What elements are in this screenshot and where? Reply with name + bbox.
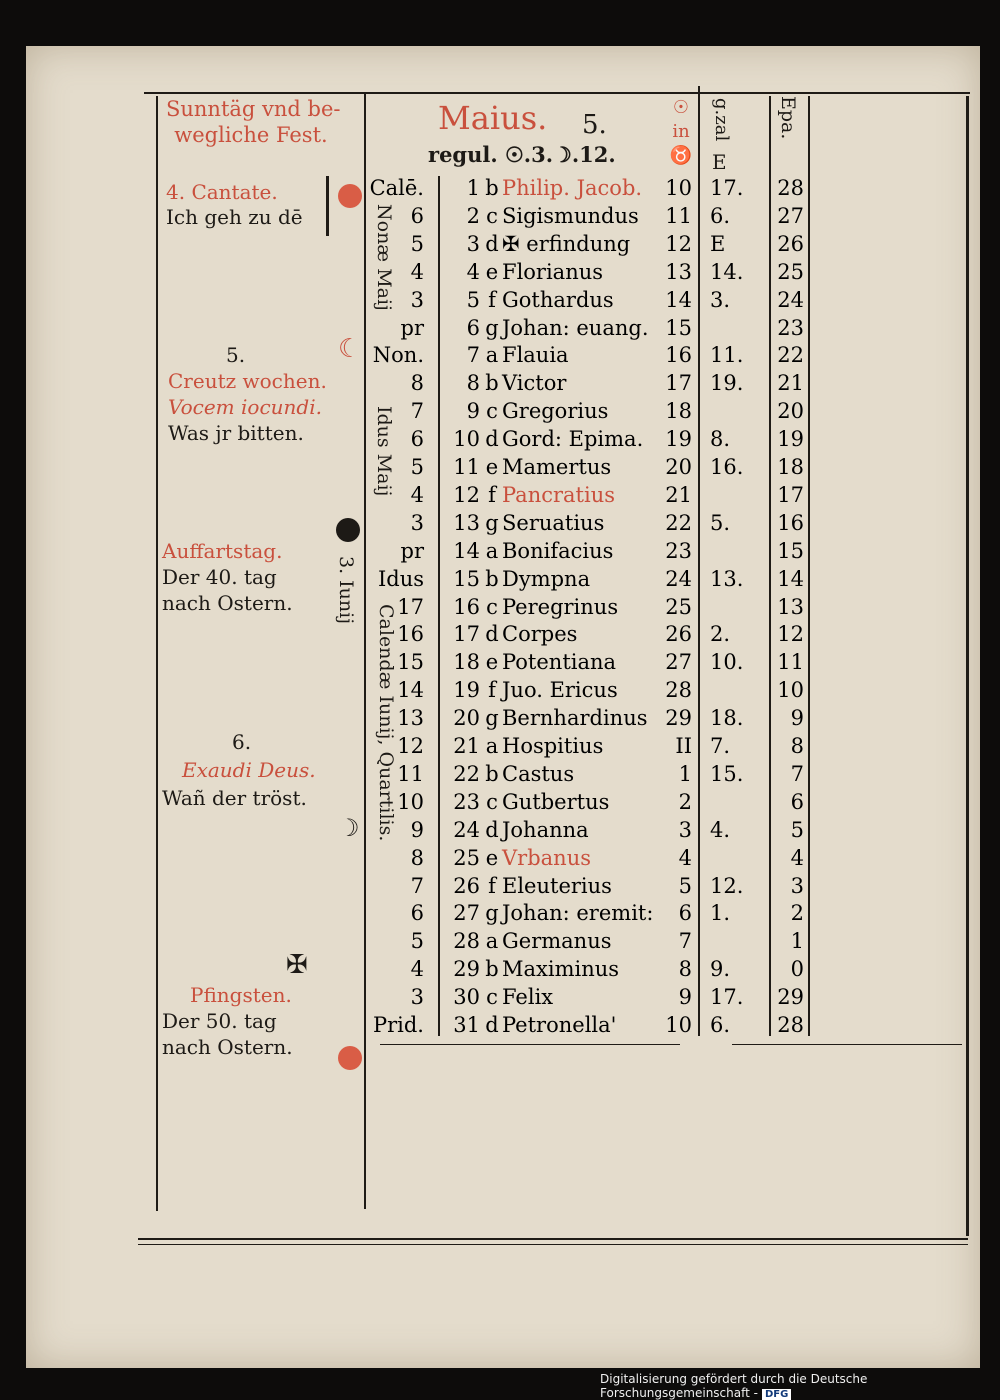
day-row	[26, 872, 980, 900]
day-row	[26, 704, 980, 732]
dominical-letter: e	[485, 845, 499, 870]
day-roman-date: 17	[397, 594, 424, 619]
epacta-heading: Epa.	[777, 96, 799, 140]
day-roman-date: 14	[397, 678, 424, 703]
day-number: 11	[453, 455, 480, 479]
day-row	[26, 927, 980, 955]
saint-name: Eleuterius	[502, 873, 612, 898]
dominical-letter: d	[485, 231, 499, 256]
epacta-value: 25	[777, 259, 804, 284]
day-roman-date: 7	[410, 873, 424, 898]
golden-number: 9.	[710, 957, 731, 982]
sun-degree: 15	[665, 315, 692, 340]
day-row	[26, 955, 980, 983]
golden-number: 14.	[710, 259, 744, 284]
saint-name: Gothardus	[502, 287, 614, 312]
day-row	[26, 788, 980, 816]
day-number: 8	[466, 371, 480, 396]
day-roman-date: 6	[410, 203, 424, 228]
note-auffart-line-1: Auffartstag.	[162, 539, 283, 563]
feasts-heading	[166, 96, 341, 148]
saint-name: Johanna	[502, 817, 589, 842]
day-number: 13	[453, 510, 480, 535]
day-number: 17	[453, 622, 480, 647]
note-cantate-line-2: Ich geh zu dē	[166, 205, 303, 229]
saint-name: Seruatius	[502, 510, 605, 535]
sun-degree: 10	[665, 1013, 692, 1037]
day-row	[26, 816, 980, 844]
epacta-value: 2	[790, 901, 804, 926]
sun-degree: 6	[678, 901, 692, 926]
day-number: 26	[453, 873, 480, 898]
day-number: 31	[453, 1013, 480, 1037]
epacta-value: 10	[777, 678, 804, 703]
day-number: 6	[466, 315, 480, 340]
sun-degree: 26	[665, 622, 692, 647]
golden-number: 17.	[710, 985, 744, 1010]
day-roman-date: Calē.	[369, 176, 424, 200]
new-moon-marker-bottom	[338, 1046, 362, 1070]
epacta-value: 17	[777, 482, 804, 507]
day-roman-date: pr	[400, 315, 424, 340]
dominical-letter: a	[485, 538, 499, 563]
dominical-letter: d	[485, 427, 499, 452]
epacta-value: 13	[777, 594, 804, 619]
dominical-letter: f	[488, 482, 496, 507]
saint-name: ✠ erfindung	[502, 231, 631, 256]
epacta-value: 5	[790, 817, 804, 842]
day-number: 2	[466, 203, 480, 228]
sun-degree: 19	[665, 427, 692, 452]
day-roman-date: 3	[410, 510, 424, 535]
saint-name: Sigismundus	[502, 203, 639, 228]
day-number: 4	[466, 259, 480, 284]
dominical-letter: g	[485, 706, 499, 731]
epacta-value: 8	[790, 734, 804, 758]
day-number: 29	[453, 957, 480, 982]
sun-degree: 28	[665, 678, 692, 703]
saint-name: Gutbertus	[502, 789, 610, 814]
note-creutz-line-4: Was jr bitten.	[168, 421, 304, 445]
sun-degree: 14	[665, 287, 692, 312]
golden-number: 1.	[710, 901, 731, 926]
day-roman-date: 3	[410, 985, 424, 1010]
epacta-value: 3	[790, 873, 804, 898]
epacta-value: 0	[790, 957, 804, 982]
day-roman-date: 6	[410, 901, 424, 926]
dominical-letter: f	[488, 287, 496, 312]
day-roman-date: 10	[397, 789, 424, 814]
epacta-value: 26	[777, 231, 804, 256]
last-quarter-moon-icon: ☽	[338, 814, 360, 842]
dominical-letter: b	[485, 371, 499, 396]
day-number: 14	[453, 538, 480, 563]
note-auffart-line-3: nach Ostern.	[162, 591, 293, 615]
saint-name: Florianus	[502, 259, 604, 284]
day-number: 12	[453, 482, 480, 507]
day-row	[26, 286, 980, 314]
epacta-value: 9	[790, 706, 804, 731]
dominical-letter: e	[485, 650, 499, 675]
epacta-value: 15	[777, 538, 804, 563]
golden-number: 2.	[710, 622, 731, 647]
calendar-page	[26, 46, 980, 1368]
day-number: 27	[453, 901, 480, 926]
saint-name: Victor	[502, 371, 567, 396]
dominical-letter: d	[485, 622, 499, 647]
day-number: 10	[453, 427, 480, 452]
dominical-letter: c	[486, 985, 498, 1010]
sun-degree: 25	[665, 594, 692, 619]
epacta-value: 19	[777, 427, 804, 452]
dominical-letter: a	[485, 343, 499, 368]
day-roman-date: 4	[410, 482, 424, 507]
day-roman-date: pr	[400, 538, 424, 563]
note-exaudi-line-1: 6.	[232, 730, 252, 754]
note-exaudi-line-2: Exaudi Deus.	[182, 758, 316, 782]
golden-number: 17.	[710, 176, 744, 200]
day-number: 9	[466, 399, 480, 424]
sun-degree: 12	[665, 231, 692, 256]
day-row	[26, 369, 980, 397]
day-roman-date: Prid.	[372, 1013, 424, 1037]
saint-name: Germanus	[502, 929, 612, 954]
dominical-letter: d	[485, 817, 499, 842]
day-number: 19	[453, 678, 480, 703]
epacta-value: 24	[777, 287, 804, 312]
dominical-letter: b	[485, 176, 499, 200]
saint-name: Philip. Jacob.	[502, 176, 643, 200]
golden-number: E	[710, 231, 726, 256]
feasts-heading-line-2: wegliche Fest.	[174, 123, 328, 147]
day-roman-date: 8	[410, 371, 424, 396]
day-row	[26, 341, 980, 369]
golden-number: 11.	[710, 343, 744, 368]
saint-name: Peregrinus	[502, 594, 619, 619]
golden-number: 6.	[710, 1013, 731, 1037]
saint-name: Gregorius	[502, 399, 609, 424]
day-row	[26, 509, 980, 537]
footer	[600, 1372, 1000, 1400]
cross-symbol: ✠	[286, 950, 308, 980]
day-roman-date: Non.	[372, 343, 424, 368]
sun-degree: 18	[665, 399, 692, 424]
month-title: Maius.	[438, 99, 548, 137]
dominical-letter: c	[486, 399, 498, 424]
golden-number: 6.	[710, 203, 731, 228]
footer-text: Digitalisierung gefördert durch die Deutsche Forschungsgemeinschaft -	[600, 1372, 868, 1400]
day-row	[26, 202, 980, 230]
day-roman-date: 16	[397, 622, 424, 647]
golden-number: 4.	[710, 817, 731, 842]
day-number: 5	[466, 287, 480, 312]
saint-name: Johan: eremit:	[502, 901, 654, 926]
day-number: 30	[453, 985, 480, 1010]
epacta-value: 28	[777, 1013, 804, 1037]
dominical-letter: b	[485, 957, 499, 982]
bottom-rule	[138, 1238, 968, 1240]
day-roman-date: 9	[410, 817, 424, 842]
day-roman-date: 3	[410, 287, 424, 312]
note-creutz-line-3: Vocem iocundi.	[168, 395, 322, 419]
golden-E-mark: E	[712, 150, 727, 174]
day-row	[26, 983, 980, 1011]
day-row	[26, 620, 980, 648]
dominical-letter: f	[488, 678, 496, 703]
sun-degree: 8	[678, 957, 692, 982]
moon-date-label: 3. Iunij	[335, 556, 357, 625]
golden-number: 19.	[710, 371, 744, 396]
dominical-letter: b	[485, 566, 499, 591]
sun-degree: II	[675, 734, 692, 758]
epacta-value: 29	[777, 985, 804, 1010]
sun-degree: 20	[665, 455, 692, 479]
sun-degree: 29	[665, 706, 692, 731]
table-end-rule	[380, 1044, 680, 1045]
note-pfingsten-line-2: Der 50. tag	[162, 1009, 277, 1033]
day-roman-date: 4	[410, 957, 424, 982]
note-creutz-line-2: Creutz wochen.	[168, 369, 327, 393]
day-row	[26, 844, 980, 872]
sun-column-heading: ☉ in ♉	[669, 97, 693, 166]
saint-name: Corpes	[502, 622, 578, 647]
day-number: 16	[453, 594, 480, 619]
day-roman-date: 5	[410, 929, 424, 954]
saint-name: Castus	[502, 761, 575, 786]
month-number: 5.	[582, 110, 607, 140]
table-end-rule-right	[732, 1044, 962, 1045]
day-row	[26, 899, 980, 927]
golden-number: 15.	[710, 761, 744, 786]
day-row	[26, 481, 980, 509]
day-number: 24	[453, 817, 480, 842]
day-roman-date: 11	[397, 761, 424, 786]
golden-number: 5.	[710, 510, 731, 535]
day-number: 20	[453, 706, 480, 731]
dominical-letter: g	[485, 315, 499, 340]
day-row	[26, 760, 980, 788]
epacta-value: 4	[790, 845, 804, 870]
nonae-label: Nonæ Maij	[373, 204, 395, 311]
golden-number: 3.	[710, 287, 731, 312]
idus-label: Idus Maij	[373, 406, 395, 497]
day-row	[26, 593, 980, 621]
dominical-letter: d	[485, 1013, 499, 1037]
note-exaudi-line-3: Wañ der tröst.	[162, 786, 307, 810]
day-roman-date: 4	[410, 259, 424, 284]
saint-name: Johan: euang.	[502, 315, 649, 340]
saint-name: Pancratius	[502, 482, 616, 507]
sun-degree: 27	[665, 650, 692, 675]
saint-name: Juo. Ericus	[502, 678, 618, 703]
dominical-letter: c	[486, 203, 498, 228]
sun-degree: 1	[678, 761, 692, 786]
saint-name: Flauia	[502, 343, 569, 368]
day-number: 3	[466, 231, 480, 256]
sun-degree: 5	[678, 873, 692, 898]
epacta-value: 22	[777, 343, 804, 368]
sun-degree: 4	[678, 845, 692, 870]
dominical-letter: a	[485, 929, 499, 954]
golden-number: 10.	[710, 650, 744, 675]
day-roman-date: 13	[397, 706, 424, 731]
sun-degree: 9	[678, 985, 692, 1010]
golden-number: 8.	[710, 427, 731, 452]
saint-name: Petronella'	[502, 1013, 617, 1037]
day-row	[26, 453, 980, 481]
day-row	[26, 676, 980, 704]
dfg-logo: DFG	[762, 1389, 791, 1400]
day-roman-date: 5	[410, 231, 424, 256]
note-cantate-line-1: 4. Cantate.	[166, 180, 278, 204]
day-roman-date: 15	[397, 650, 424, 675]
sun-degree: 7	[678, 929, 692, 954]
epacta-value: 18	[777, 455, 804, 479]
epacta-value: 28	[777, 176, 804, 200]
epacta-value: 23	[777, 315, 804, 340]
day-row	[26, 425, 980, 453]
dominical-letter: e	[485, 455, 499, 479]
epacta-value: 14	[777, 566, 804, 591]
day-roman-date: 5	[410, 455, 424, 479]
epacta-value: 1	[790, 929, 804, 954]
day-row	[26, 230, 980, 258]
day-number: 25	[453, 845, 480, 870]
dominical-letter: e	[485, 259, 499, 284]
dominical-letter: c	[486, 594, 498, 619]
day-number: 22	[453, 761, 480, 786]
day-row	[26, 565, 980, 593]
sun-degree: 11	[665, 203, 692, 228]
note-creutz-line-1: 5.	[226, 343, 246, 367]
day-roman-date: 7	[410, 399, 424, 424]
golden-number: 13.	[710, 566, 744, 591]
saint-name: Vrbanus	[502, 845, 591, 870]
dominical-letter: a	[485, 734, 499, 758]
epacta-value: 27	[777, 203, 804, 228]
golden-number: 7.	[710, 734, 731, 758]
saint-name: Dympna	[502, 566, 591, 591]
sun-degree: 13	[665, 259, 692, 284]
dominical-letter: g	[485, 510, 499, 535]
saint-name: Bernhardinus	[502, 706, 648, 731]
dominical-letter: f	[488, 873, 496, 898]
sun-degree: 21	[665, 482, 692, 507]
golden-number-heading: g.zal	[711, 98, 732, 142]
epacta-value: 6	[790, 789, 804, 814]
day-number: 18	[453, 650, 480, 675]
calendae-label: Calendæ Iunij, Quartilis.	[375, 604, 397, 842]
day-row	[26, 397, 980, 425]
dominical-letter: g	[485, 901, 499, 926]
day-roman-date: 8	[410, 845, 424, 870]
epacta-value: 11	[777, 650, 804, 675]
sun-degree: 17	[665, 371, 692, 396]
first-quarter-moon-icon: ☾	[338, 334, 362, 364]
saint-name: Mamertus	[502, 455, 612, 479]
day-number: 23	[453, 789, 480, 814]
sun-degree: 3	[678, 817, 692, 842]
day-number: 21	[453, 734, 480, 758]
sun-degree: 23	[665, 538, 692, 563]
day-number: 28	[453, 929, 480, 954]
regul-line: regul. ☉.3.☽.12.	[428, 142, 616, 167]
day-roman-date: 6	[410, 427, 424, 452]
sun-degree: 10	[665, 176, 692, 200]
day-roman-date: 12	[397, 734, 424, 758]
feasts-heading-line-1: Sunntäg vnd be-	[166, 97, 341, 121]
bottom-rule-lower	[138, 1244, 968, 1245]
golden-number: 12.	[710, 873, 744, 898]
note-auffart-line-2: Der 40. tag	[162, 565, 277, 589]
day-row	[26, 258, 980, 286]
day-number: 15	[453, 566, 480, 591]
epacta-value: 7	[790, 761, 804, 786]
note-pfingsten-line-3: nach Ostern.	[162, 1035, 293, 1059]
saint-name: Gord: Epima.	[502, 427, 644, 452]
golden-number: 18.	[710, 706, 744, 731]
dominical-letter: b	[485, 761, 499, 786]
saint-name: Maximinus	[502, 957, 620, 982]
sun-degree: 24	[665, 566, 692, 591]
saint-name: Potentiana	[502, 650, 617, 675]
saint-name: Hospitius	[502, 734, 604, 758]
day-row	[26, 174, 980, 202]
day-row	[26, 537, 980, 565]
epacta-value: 20	[777, 399, 804, 424]
epacta-value: 16	[777, 510, 804, 535]
day-number: 1	[466, 176, 480, 200]
epacta-value: 12	[777, 622, 804, 647]
day-row	[26, 648, 980, 676]
top-rule	[144, 92, 970, 94]
dominical-letter: c	[486, 789, 498, 814]
epacta-value: 21	[777, 371, 804, 396]
note-pfingsten-line-1: Pfingsten.	[190, 983, 292, 1007]
sun-degree: 16	[665, 343, 692, 368]
day-row	[26, 1011, 980, 1039]
day-number: 7	[466, 343, 480, 368]
sun-degree: 2	[678, 789, 692, 814]
saint-name: Felix	[502, 985, 554, 1010]
sun-degree: 22	[665, 510, 692, 535]
golden-number: 16.	[710, 455, 744, 479]
saint-name: Bonifacius	[502, 538, 614, 563]
day-row	[26, 314, 980, 342]
day-roman-date: Idus	[377, 566, 424, 591]
day-row	[26, 732, 980, 760]
